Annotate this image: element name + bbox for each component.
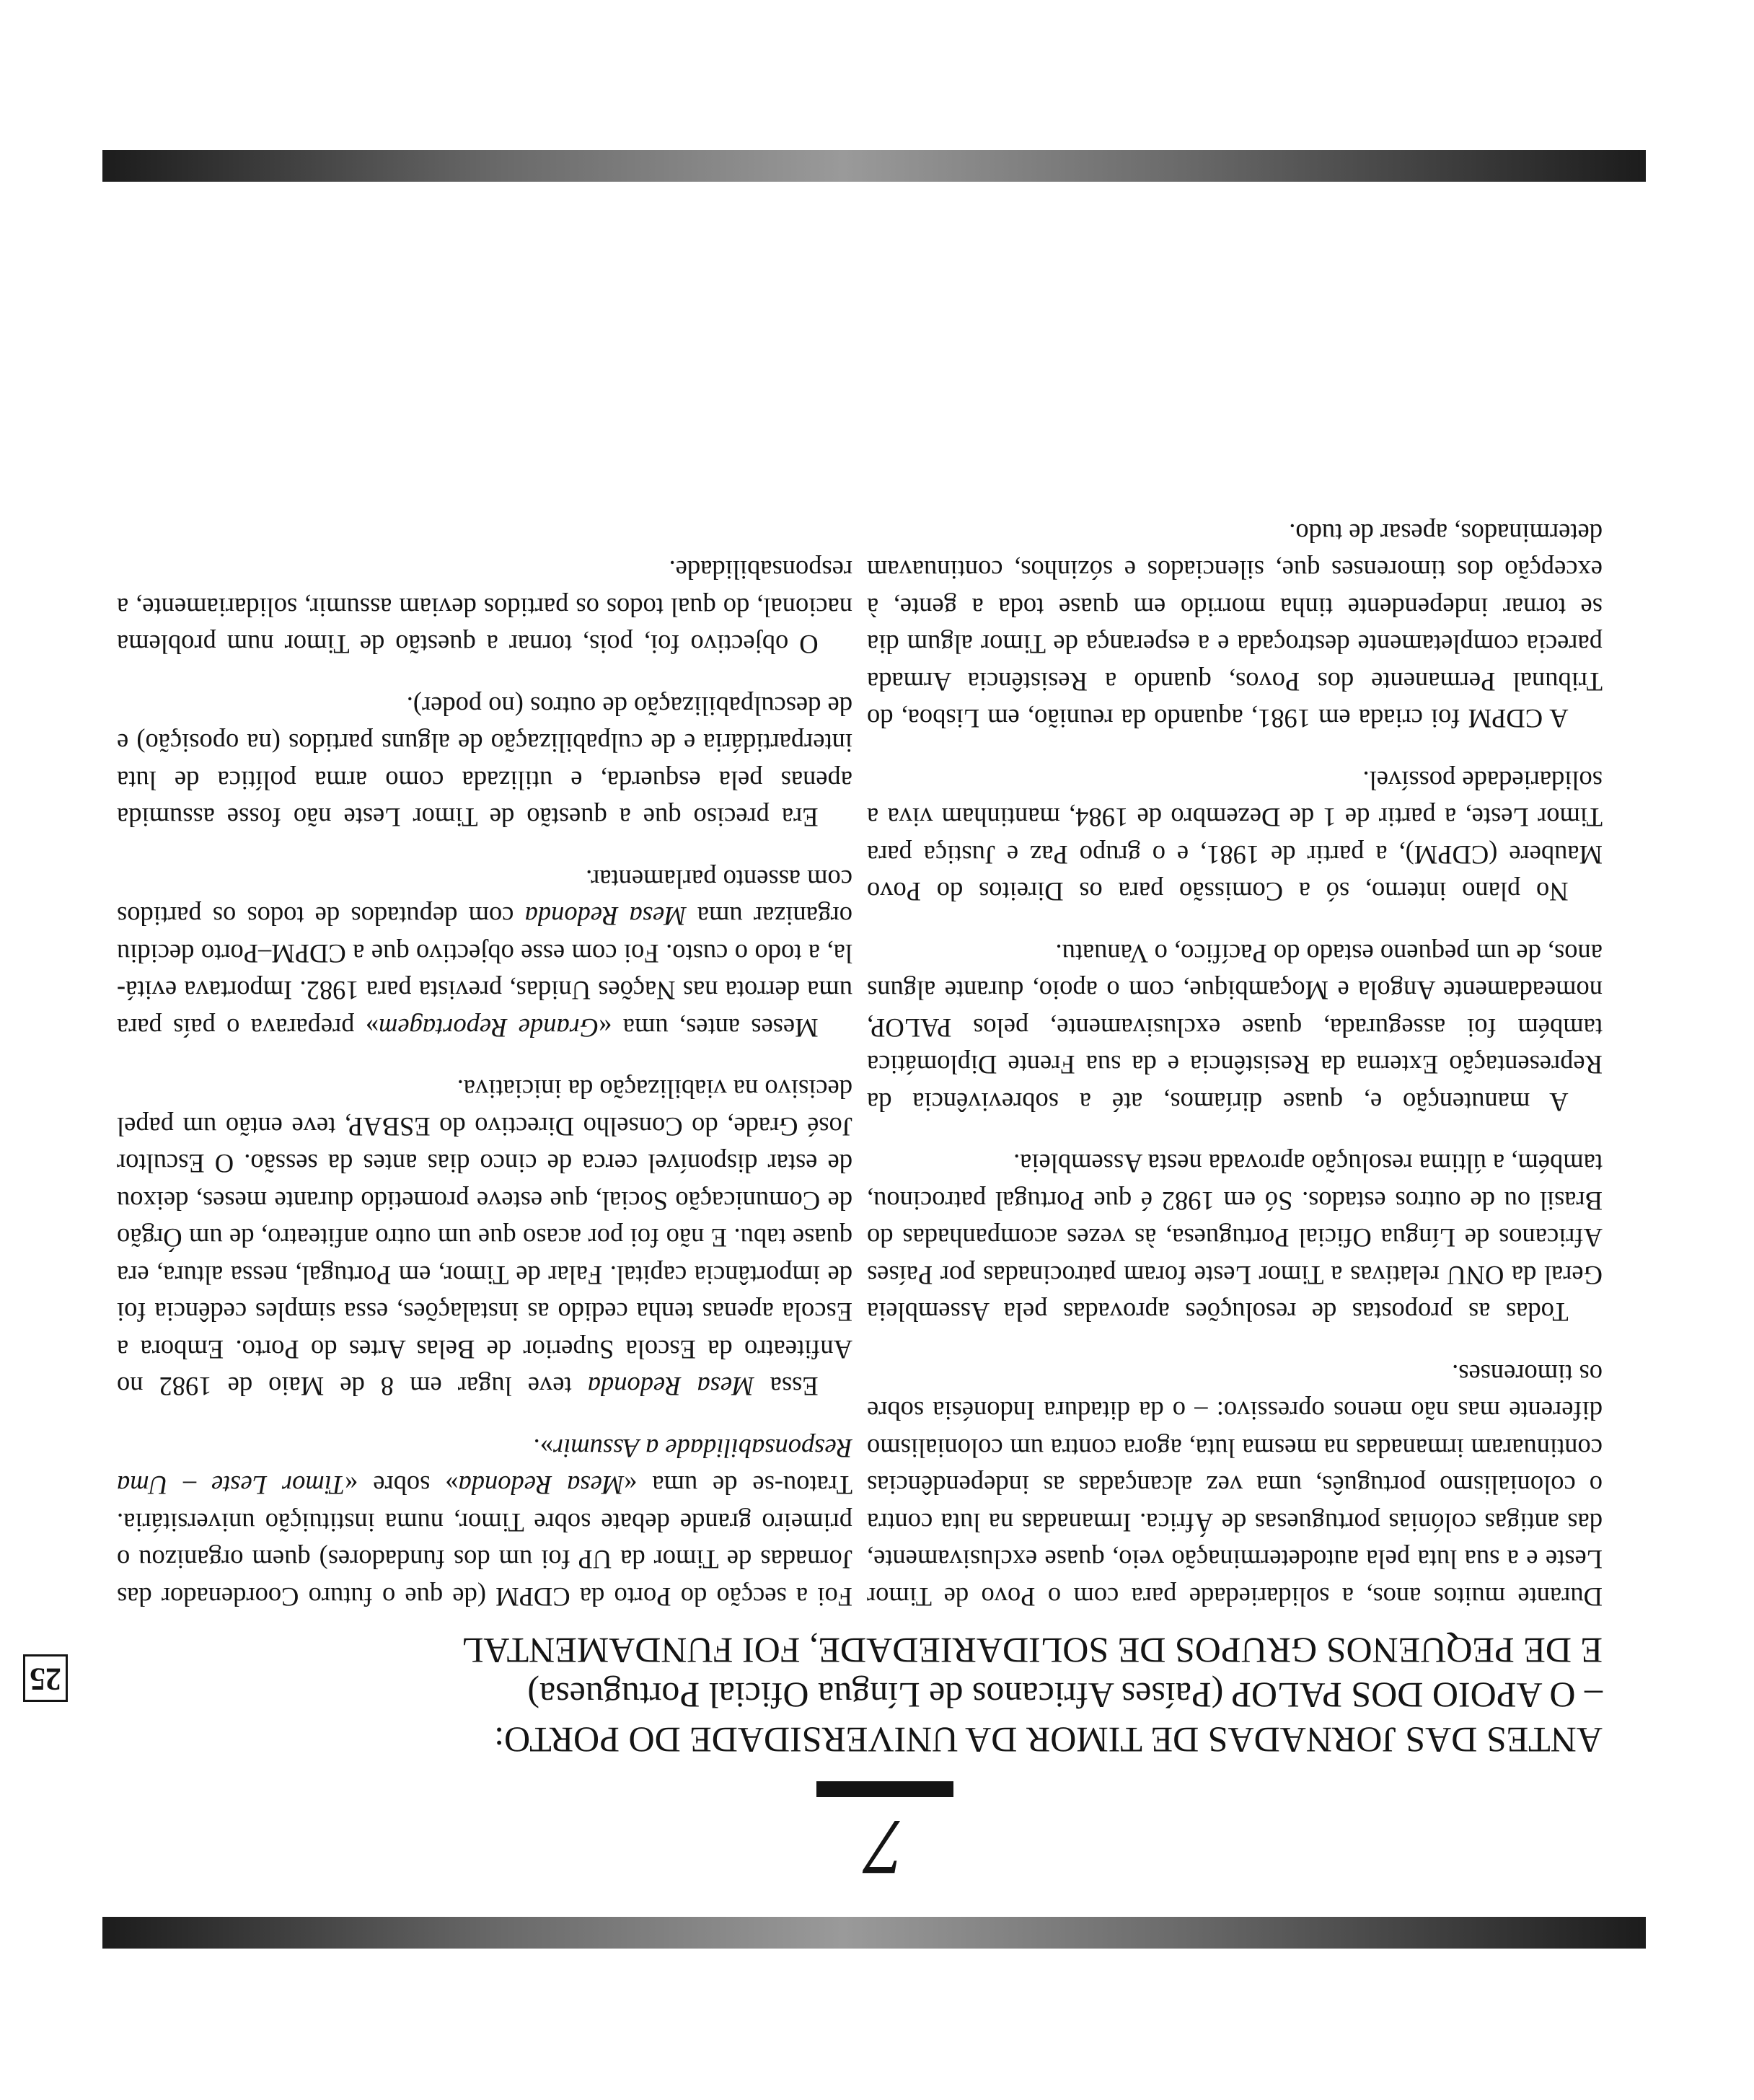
chapter-number: 7 [865,1804,905,1892]
page-number-box: 25 [23,1654,68,1702]
bottom-decorative-bar [102,150,1646,182]
paragraph: Era preciso que a questão de Timor Leste não fosse assumida apenas pela esquerda, e utilizada como arma política de luta interpartidária e de culpabilização de alguns partidos (na oposição) e de desculpabilização de outros (no poder). [117,692,852,833]
paragraph: A CDPM foi criada em 1981, aquando da reunião, em Lisboa, do Tribunal Permanente dos Povos, quando a Resistência Armada parecia completamente destroçada e a esperança de Timor algum dia se tornar independente tinha morrido em quase toda a gente, à excepção dos timorenses que, silenciados e sózinhos, continuavam determinados, apesar de tudo. [867,519,1603,734]
right-column [117,224,852,1615]
chapter-title-line-2: – O APOIO DOS PALOP (Países Africanos de Língua Oficial Portuguesa) [527,1675,1603,1716]
chapter-title-line-1: ANTES DAS JORNADAS DE TIMOR DA UNIVERSIDADE DO PORTO: [494,1720,1603,1760]
top-decorative-bar [102,1917,1646,1949]
paragraph: Durante muitos anos, a solidariedade para com o Povo de Timor Leste e a sua luta pela autodeterminação veio, quase exclusivamente, das antigas colónias portuguesas de África. Irmanadas na luta contra o colonialismo português, uma vez alcançadas as independências continuaram irmanadas na mesma luta, agora contra um colonialismo diferente mas não menos opressivo: – o da ditadura Indonésia sobre os timorenses. [867,1359,1603,1612]
paragraph: Foi a secção do Porto da CDPM (de que o futuro Coordenador das Jornadas de Timor da UP foi um dos fundadores) quem organizou o primeiro grande debate sobre Timor, numa instituição universitária. Tratou-se de uma «Mesa Redonda» sobre «Timor Leste – Uma Responsabilidade a Assumir». [117,1434,852,1612]
paragraph: A manutenção e, quase diríamos, até a sobrevivência da Representação Externa da Resistência e da sua Frente Diplomática também foi assegurada, quase exclusivamente, pelos PALOP, nomeadamente Angola e Moçambique, com o apoio, durante alguns anos, de um pequeno estado do Pacífico, o Vanuatu. [867,939,1603,1117]
chapter-title [138,1628,1603,1762]
chapter-title-line-3: E DE PEQUENOS GRUPOS DE SOLIDARIEDADE, FOI FUNDAMENTAL [461,1631,1603,1671]
paragraph: Meses antes, uma «Grande Reportagem» preparava o país para uma derrota nas Nações Unidas, prevista para 1982. Importava evitá-la, a todo o custo. Foi com esse objectivo que a CDPM–Porto decidiu organizar uma Mesa Redonda com deputados de todos os partidos com assento parlamentar. [117,865,852,1043]
chapter-rule [816,1781,953,1797]
left-column [867,224,1603,1615]
paragraph: Todas as propostas de resoluções aprovadas pela Assembleia Geral da ONU relativas a Timor Leste foram patrocinadas por Países Africanos de Língua Oficial Portuguesa, às vezes acompanhadas do Brasil ou de outros estados. Só em 1982 é que Portugal patrocinou, também, a última resolução aprovada nesta Assembleia. [867,1149,1603,1328]
paragraph: O objectivo foi, pois, tornar a questão de Timor num problema nacional, do qual todos os partidos deviam assumir, solidariamente, a responsabilidade. [117,555,852,660]
paragraph: Essa Mesa Redonda teve lugar em 8 de Maio de 1982 no Anfiteatro da Escola Superior de Belas Artes do Porto. Embora a Escola apenas tenha cedido as instalações, essa simples cedência foi de importância capital. Falar de Timor, em Portugal, nessa altura, era quase tabu. E não foi por acaso que um outro anfiteatro, de um Órgão de Comunicação Social, que esteve prometido durante meses, deixou de estar disponível cerca de cinco dias antes da sessão. O Escultor José Grade, do Conselho Directivo do ESBAP, teve então um papel decisivo na viabilização da iniciativa. [117,1075,852,1402]
paragraph: No plano interno, só a Comissão para os Direitos do Povo Maubere (CDPM), a partir de 1981, e o grupo Paz e Justiça para Timor Leste, a partir de 1 de Dezembro de 1984, mantinham viva a solidariedade possível. [867,766,1603,907]
